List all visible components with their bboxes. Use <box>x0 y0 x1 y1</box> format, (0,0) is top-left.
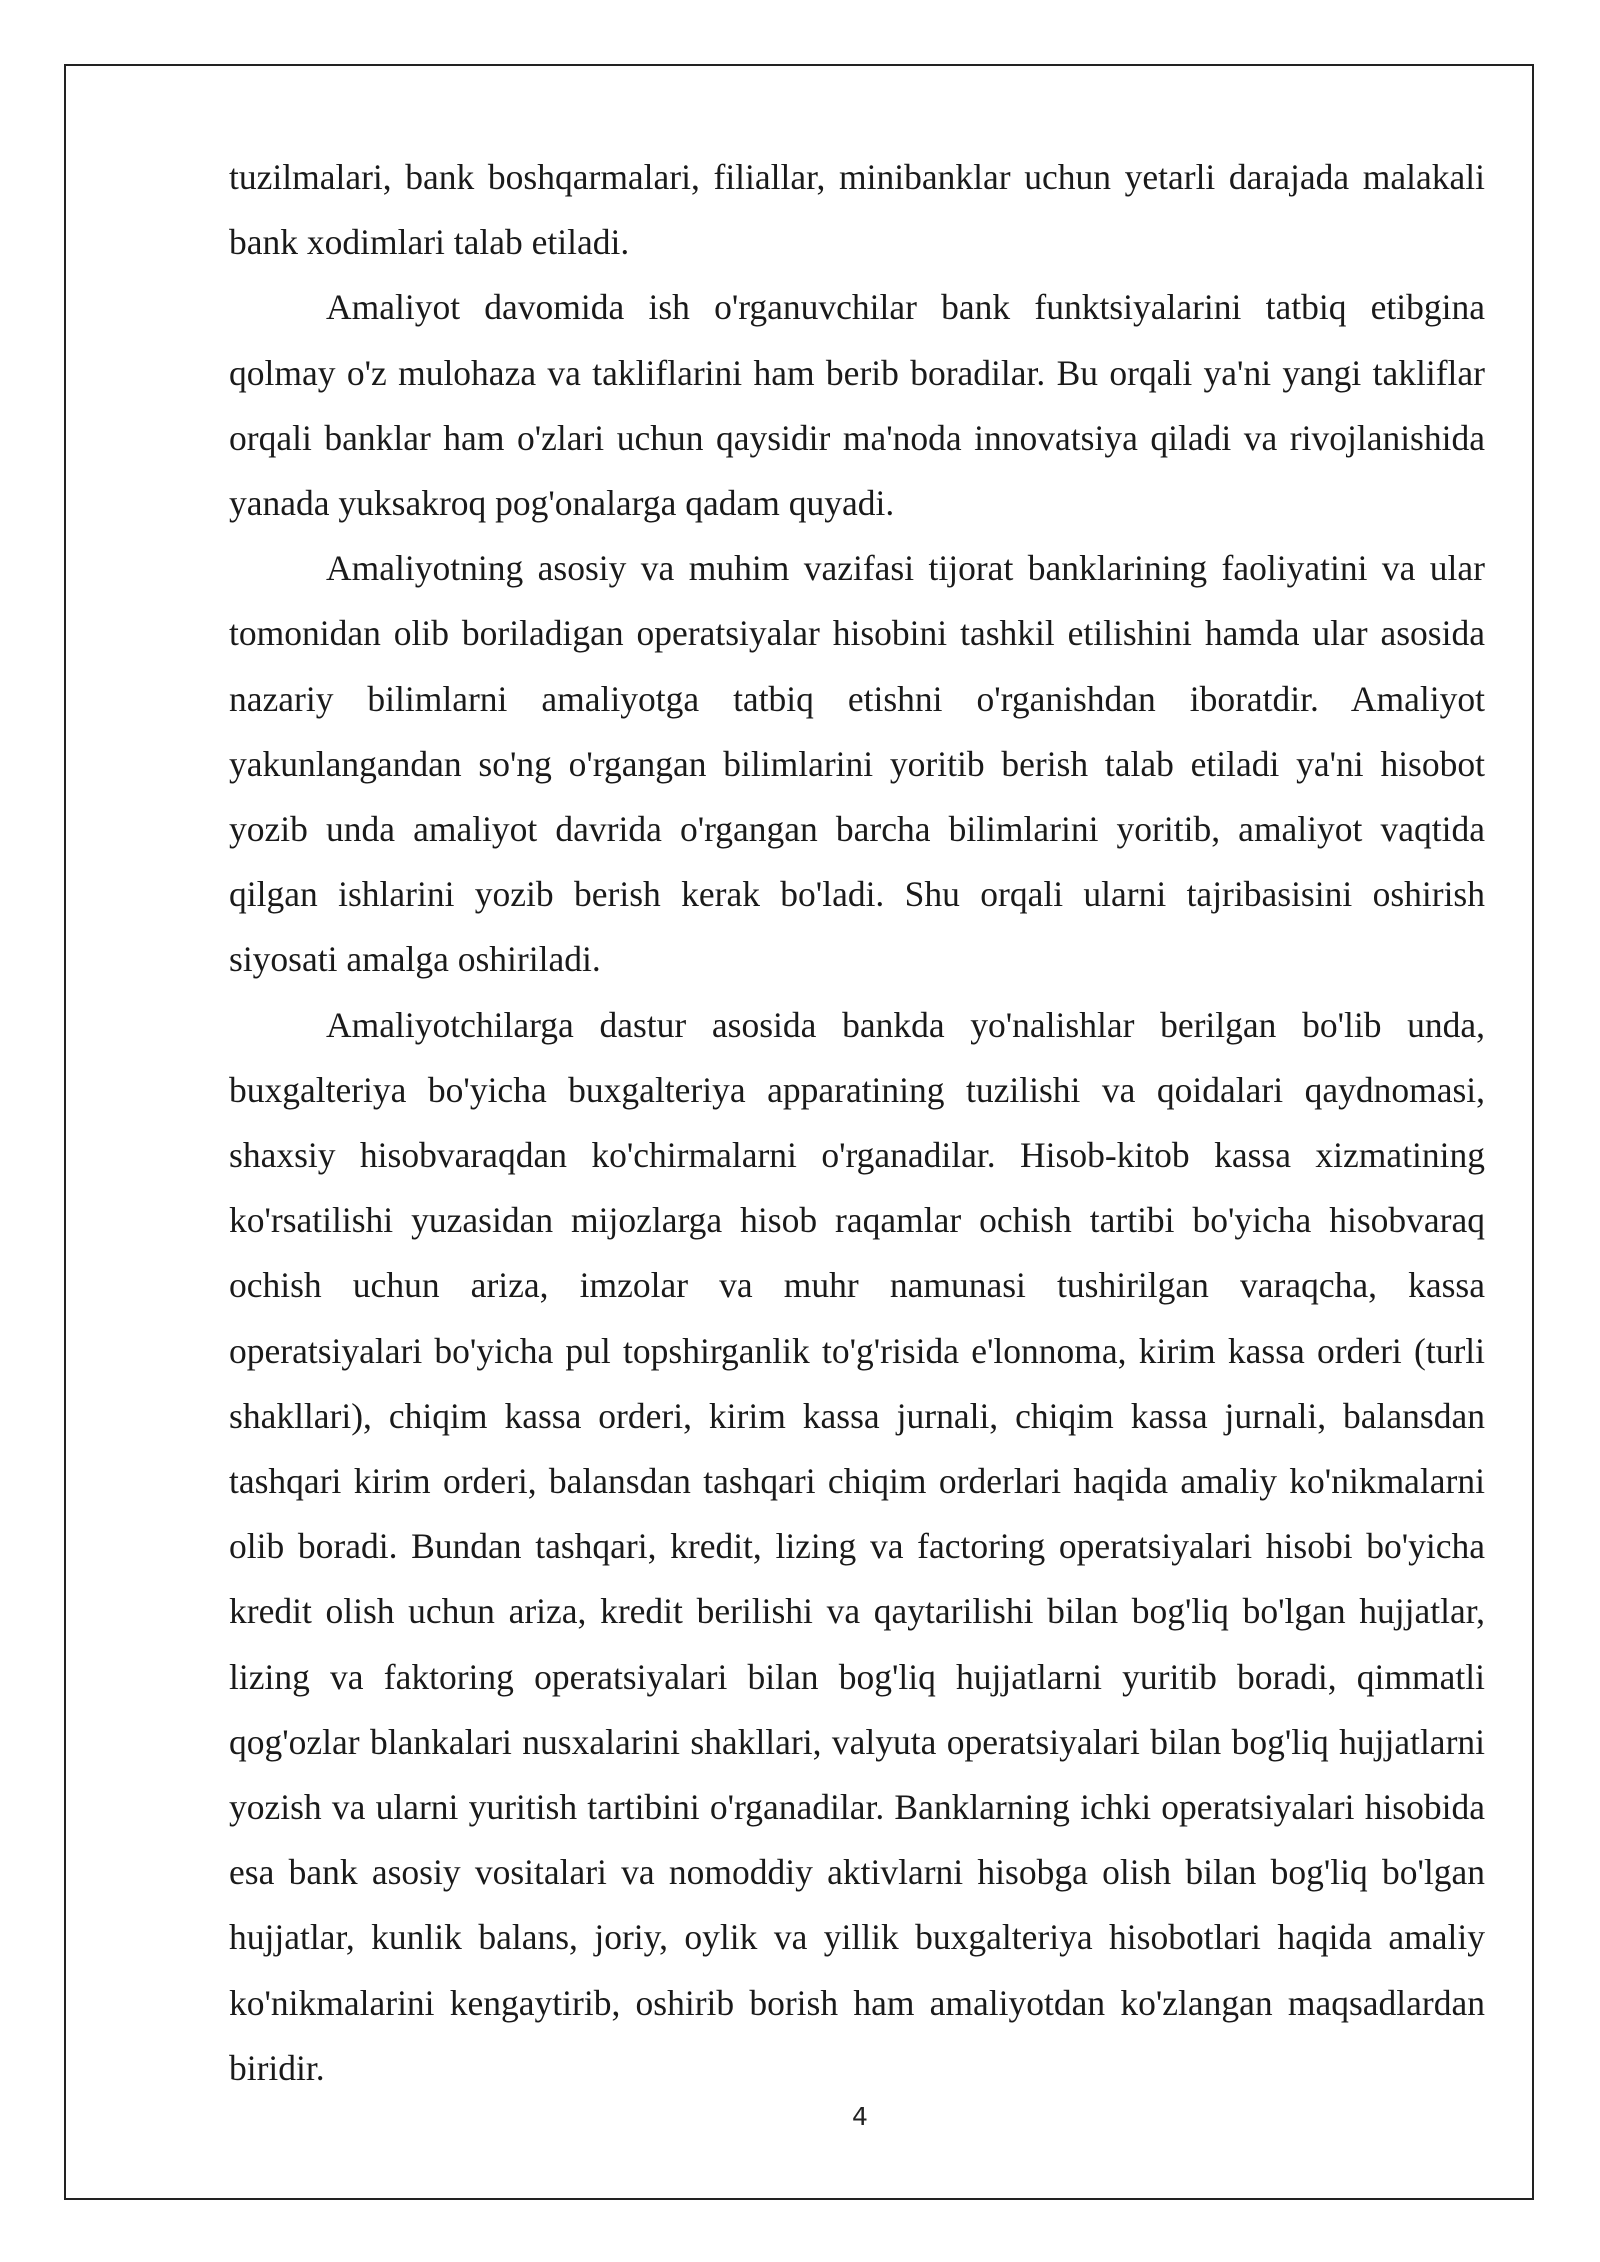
paragraph-4: Amaliyotchilarga dastur asosida bankda yo'nalishlar berilgan bo'lib unda, buxgalteriya bo'yicha buxgalteriya apparatining tuzilishi va qoidalari qaydnomasi, shaxsiy hisobvaraqdan ko'chirmalarni o'rganadilar. Hisob-kitob kassa xizmatining ko'rsatilishi yuzasidan mijozlarga hisob raqamlar ochish tartibi bo'yicha hisobvaraq ochish uchun ariza, imzolar va muhr namunasi tushirilgan varaqcha, kassa operatsiyalari bo'yicha pul topshirganlik to'g'risida e'lonnoma, kirim kassa orderi (turli shakllari), chiqim kassa orderi, kirim kassa jurnali, chiqim kassa jurnali, balansdan tashqari kirim orderi, balansdan tashqari chiqim orderlari haqida amaliy ko'nikmalarni olib boradi. Bundan tashqari, kredit, lizing va factoring operatsiyalari hisobi bo'yicha kredit olish uchun ariza, kredit berilishi va qaytarilishi bilan bog'liq bo'lgan hujjatlar, lizing va faktoring operatsiyalari bilan bog'liq hujjatlarni yuritib boradi, qimmatli qog'ozlar blankalari nusxalarini shakllari, valyuta operatsiyalari bilan bog'liq hujjatlarni yozish va ularni yuritish tartibini o'rganadilar. Banklarning ichki operatsiyalari hisobida esa bank asosiy vositalari va nomoddiy aktivlarni hisobga olish bilan bog'liq bo'lgan hujjatlar, kunlik balans, joriy, oylik va yillik buxgalteriya hisobotlari haqida amaliy ko'nikmalarini kengaytirib, oshirib borish ham amaliyotdan ko'zlangan maqsadlardan biridir. <box>229 1004 1485 2088</box>
document-body <box>229 145 1485 2101</box>
paragraph-3: Amaliyotning asosiy va muhim vazifasi tijorat banklarining faoliyatini va ular tomonidan olib boriladigan operatsiyalar hisobini tashkil etilishini hamda ular asosida nazariy bilimlarni amaliyotga tatbiq etishni o'rganishdan iboratdir. Amaliyot yakunlangandan so'ng o'rgangan bilimlarini yoritib berish talab etiladi ya'ni hisobot yozib unda amaliyot davrida o'rgangan barcha bilimlarini yoritib, amaliyot vaqtida qilgan ishlarini yozib berish kerak bo'ladi. Shu orqali ularni tajribasisini oshirish siyosati amalga oshiriladi. <box>229 548 1485 980</box>
paragraph-1: tuzilmalari, bank boshqarmalari, filiallar, minibanklar uchun yetarli darajada malakali bank xodimlari talab etiladi. <box>229 157 1485 263</box>
page-number: 4 <box>852 2102 868 2131</box>
paragraph-2: Amaliyot davomida ish o'rganuvchilar bank funktsiyalarini tatbiq etibgina qolmay o'z mulohaza va takliflarini ham berib boradilar. Bu orqali ya'ni yangi takliflar orqali banklar ham o'zlari uchun qaysidir ma'noda innovatsiya qiladi va rivojlanishida yanada yuksakroq pog'onalarga qadam quyadi. <box>229 287 1485 524</box>
